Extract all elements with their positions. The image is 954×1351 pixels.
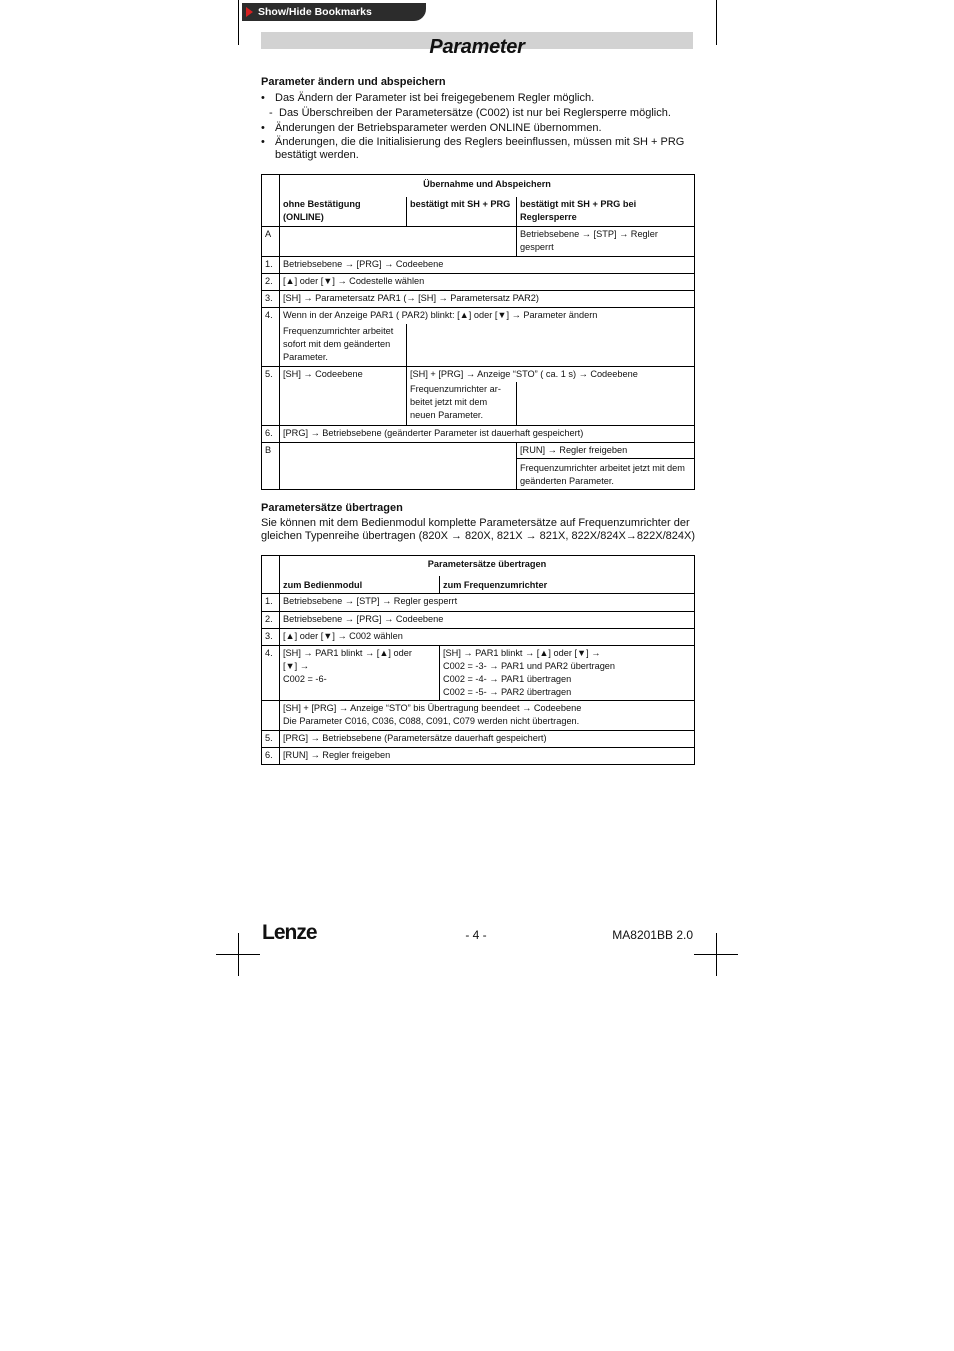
crop-mark — [238, 0, 239, 45]
crop-mark — [716, 0, 717, 45]
table-row: 1. Betriebsebene → [STP] → Regler gesperrt — [262, 594, 695, 612]
column-header: bestätigt mit SH + PRG — [407, 197, 517, 227]
table-row: 1. Betriebsebene → [PRG] → Codeebene — [262, 257, 695, 274]
table-group-header: Parametersätze übertragen — [280, 556, 695, 576]
column-header: zum Bedienmodul — [280, 576, 440, 594]
show-hide-bookmarks-button[interactable] — [242, 3, 426, 21]
bookmark-tab-label: Show/Hide Bookmarks — [258, 6, 372, 18]
table-row: Frequenzumrichter ar-beitet jetzt mit dem neuen Parameter. — [262, 382, 695, 425]
section-heading: Parametersätze übertragen — [261, 502, 403, 514]
column-header: ohne Bestätigung (ONLINE) — [280, 197, 407, 227]
table-row: 5. [PRG] → Betriebsebene (Parametersätze dauerhaft gespeichert) — [262, 731, 695, 748]
table-row: A Betriebsebene → [STP] → Regler gesperrt — [262, 227, 695, 257]
table-row: 2. Betriebsebene → [PRG] → Codeebene — [262, 612, 695, 629]
list-item: • Das Ändern der Parameter ist bei freigegebenem Regler möglich. — [261, 92, 595, 104]
table-group-header: Übernahme und Abspeichern — [280, 175, 695, 197]
bullet-list — [261, 91, 701, 162]
table-row: 3. [SH] → Parametersatz PAR1 (→ [SH] → Parametersatz PAR2) — [262, 291, 695, 308]
column-header: zum Frequenzumrichter — [440, 576, 695, 594]
page-number: - 4 - — [465, 928, 487, 942]
list-item: - Das Überschreiben der Parametersätze (C002) ist nur bei Reglersperre möglich. — [269, 107, 671, 119]
table-row: 4. Wenn in der Anzeige PAR1 ( PAR2) blinkt: [▲] oder [▼] → Parameter ändern — [262, 308, 695, 324]
table-row: [SH] + [PRG] → Anzeige “STO” bis Übertragung beendeet → Codeebene Die Parameter C016, C036, C088, C091, C079 werden nicht übertragen. — [262, 701, 695, 731]
table-row: Frequenzumrichter arbeitet sofort mit dem geänderten Parameter. — [262, 324, 695, 367]
paragraph: Sie können mit dem Bedienmodul komplette Parametersätze auf Frequenzumrichter der gleichen Typenreihe übertragen (820X → 820X, 821X → 821X, 822X/824X→822X/824X) — [261, 517, 695, 542]
table-row: B [RUN] → Regler freigeben Frequenzumrichter arbeitet jetzt mit dem geänderten Parameter. — [262, 442, 695, 489]
document-id: MA8201BB 2.0 — [612, 928, 693, 942]
section-heading: Parameter ändern und abspeichern — [261, 76, 446, 88]
list-item: • Änderungen, die die Initialisierung des Reglers beeinflussen, müssen mit SH + PRG bestätigt werden. — [261, 136, 685, 161]
table-row: 6. [RUN] → Regler freigeben — [262, 748, 695, 765]
lenze-logo: Lenze — [262, 921, 317, 944]
triangle-right-icon — [246, 7, 253, 17]
crop-mark — [216, 954, 260, 955]
table-row: 6. [PRG] → Betriebsebene (geänderter Parameter ist dauerhaft gespeichert) — [262, 425, 695, 442]
column-header: bestätigt mit SH + PRG bei Reglersperre — [517, 197, 695, 227]
page-title: Parameter — [429, 36, 525, 58]
crop-mark — [694, 954, 738, 955]
table-row: 3. [▲] oder [▼] → C002 wählen — [262, 629, 695, 646]
table-parametersaetze — [261, 555, 695, 765]
table-uebernahme — [261, 174, 695, 490]
table-row: 4. [SH] → PAR1 blinkt → [▲] oder [▼] → C002 = -6- [SH] → PAR1 blinkt → [▲] oder [▼] → C002 = -3- → PAR1 und PAR2 übertragen C002 = -4- → PAR1 übertragen C002 = -5- → PAR2 übertragen — [262, 646, 695, 701]
table-row: 5. [SH] → Codeebene [SH] + [PRG] → Anzeige “STO” ( ca. 1 s) → Codeebene — [262, 367, 695, 383]
list-item: • Änderungen der Betriebsparameter werden ONLINE übernommen. — [261, 122, 602, 134]
table-row: 2. [▲] oder [▼] → Codestelle wählen — [262, 274, 695, 291]
